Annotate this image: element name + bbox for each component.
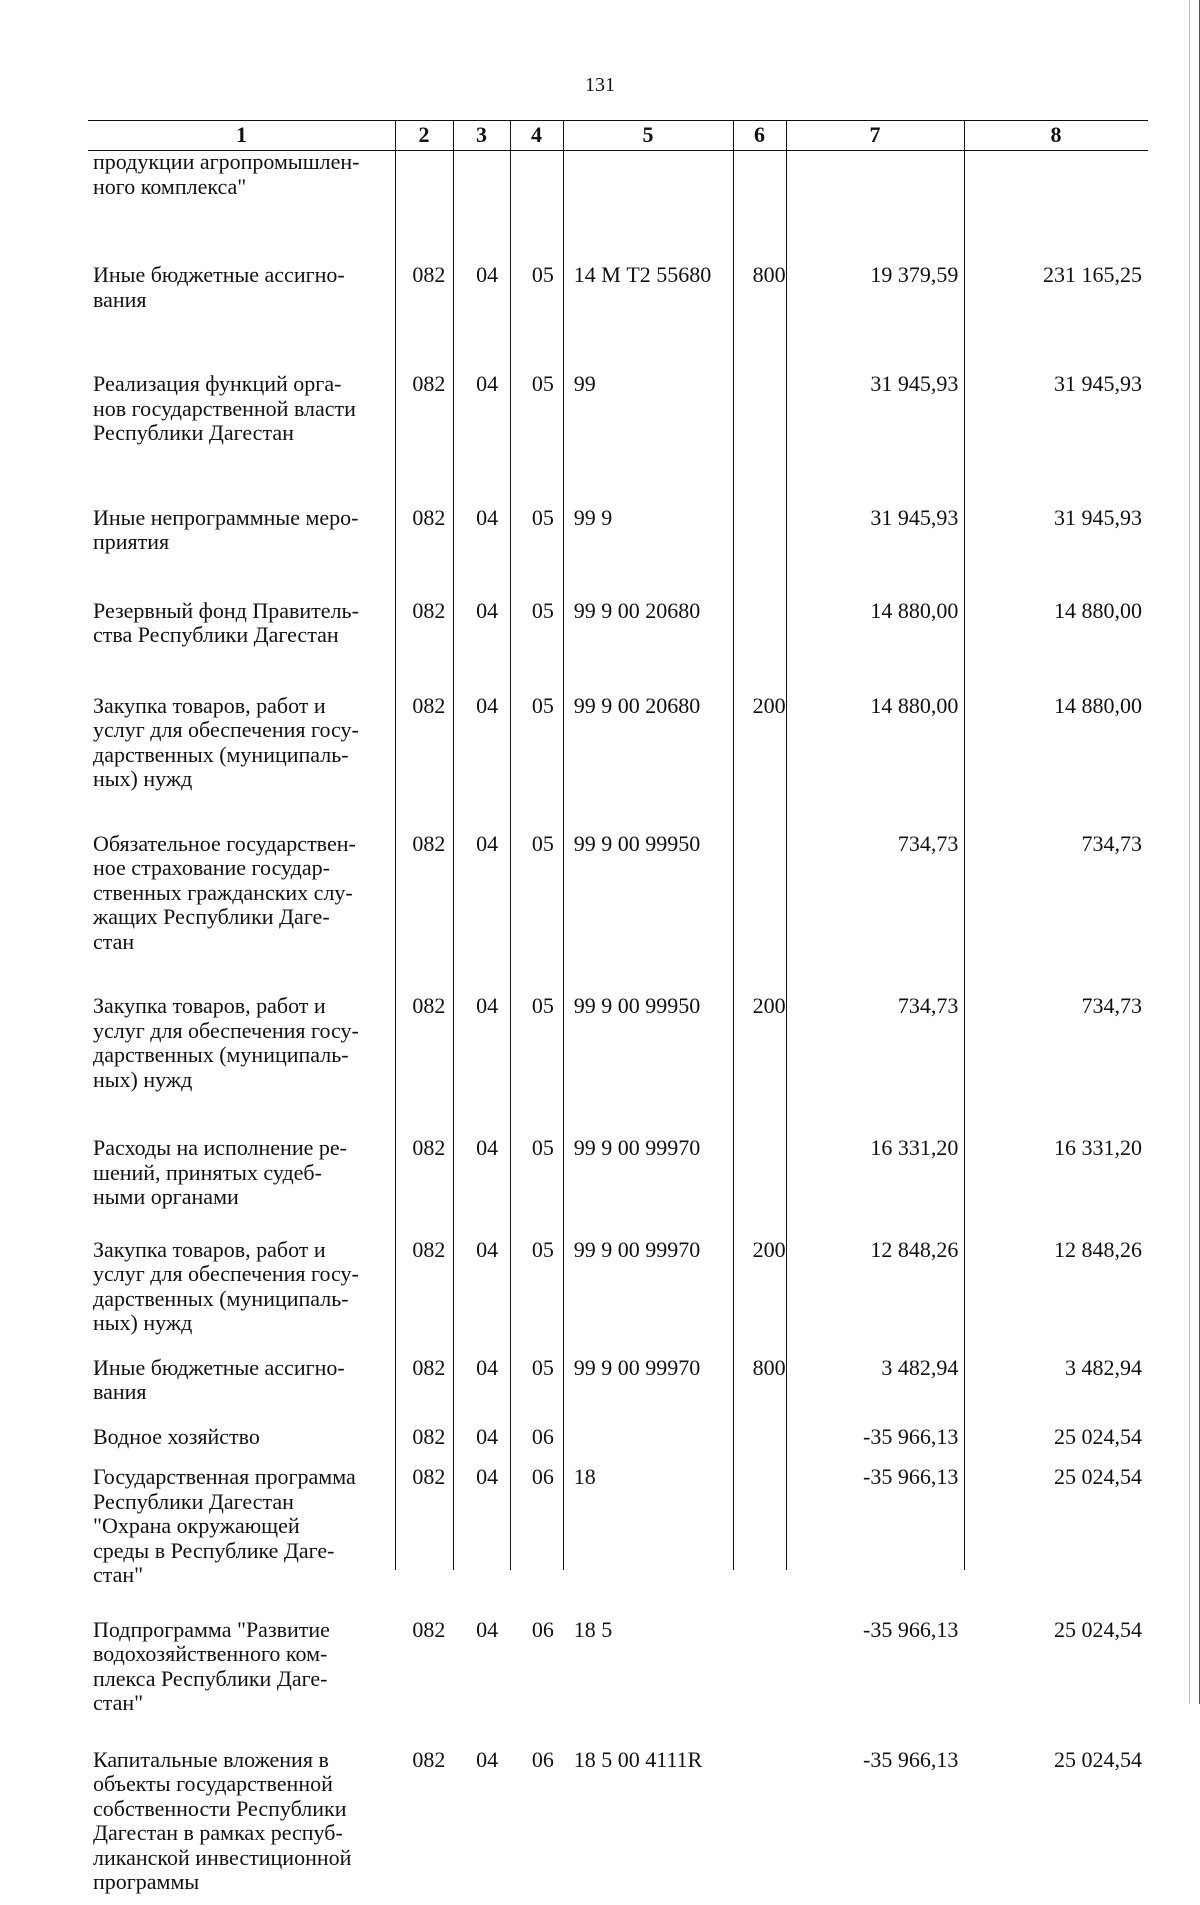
row-description: Реализация функций орга- нов государственной власти Республики Дагестан <box>93 371 356 445</box>
cell-section: 04 <box>476 993 499 1018</box>
cell-subsection: 05 <box>531 371 554 396</box>
cell-subsection: 05 <box>531 1236 554 1262</box>
row-description: Иные бюджетные ассигно- вания <box>93 262 345 312</box>
cell-expense-type <box>742 579 796 672</box>
cell-subsection: 06 <box>531 1464 554 1489</box>
cell-ministry-code <box>399 150 458 235</box>
cell-section: 04 <box>476 1354 499 1380</box>
table-row <box>88 579 1148 672</box>
cell-ministry-code: 082 <box>412 830 446 856</box>
cell-target-article: 99 9 00 99970 <box>573 1236 701 1262</box>
column-header: 1 <box>236 122 247 147</box>
cell-section: 04 <box>476 504 499 530</box>
cell-expense-type <box>742 816 796 979</box>
cell-expense-type: 200 <box>752 1236 786 1262</box>
row-description: Капитальные вложения в объекты государственной собственности Республики Дагестан в рамках респуб- ликанской инвестиционной программы <box>93 1746 352 1894</box>
cell-ministry-code: 082 <box>412 993 446 1018</box>
cell-subsection: 06 <box>531 1616 554 1642</box>
cell-amount-total <box>962 150 1148 235</box>
column-header: 4 <box>531 122 542 147</box>
table-row <box>88 235 1148 348</box>
cell-amount-total: 31 945,93 <box>1054 371 1142 396</box>
budget-table <box>88 120 1148 1894</box>
table-row <box>88 1116 1148 1220</box>
cell-target-article: 18 5 00 4111R <box>573 1746 703 1772</box>
cell-subsection: 05 <box>531 597 554 623</box>
column-header: 3 <box>476 122 487 147</box>
cell-target-article: 99 9 00 20680 <box>573 597 701 623</box>
column-header: 7 <box>869 122 881 147</box>
cell-subsection: 05 <box>531 830 554 856</box>
row-description: Подпрограмма "Развитие водохозяйственного ком- плекса Республики Даге- стан" <box>93 1616 330 1715</box>
page-number: 131 <box>585 74 615 96</box>
row-description: Водное хозяйство <box>93 1423 260 1449</box>
cell-section: 04 <box>476 371 499 396</box>
cell-expense-type: 200 <box>752 993 786 1018</box>
row-description: Закупка товаров, работ и услуг для обеспечения госу- дарственных (муниципаль- ных) нужд <box>93 692 359 791</box>
cell-target-article <box>570 1413 742 1458</box>
cell-expense-type <box>742 1602 796 1730</box>
column-header: 2 <box>418 122 430 147</box>
cell-expense-type <box>742 482 796 579</box>
cell-expense-type: 200 <box>752 692 786 718</box>
cell-amount-change: -35 966,13 <box>863 1423 959 1449</box>
cell-amount-change: 734,73 <box>897 830 959 856</box>
cell-amount-change: 16 331,20 <box>870 1135 959 1160</box>
cell-subsection: 05 <box>531 1354 554 1380</box>
cell-section: 04 <box>476 262 499 287</box>
cell-ministry-code: 082 <box>412 1616 446 1642</box>
row-description: Государственная программа Республики Дагестан "Охрана окружающей среды в Республике Даге- стан" <box>93 1464 356 1587</box>
cell-section: 04 <box>476 1464 499 1489</box>
table-row <box>88 672 1148 816</box>
cell-subsection <box>516 150 570 235</box>
cell-expense-type <box>742 1413 796 1458</box>
cell-section: 04 <box>476 1616 499 1642</box>
cell-target-article: 14 М Т2 55680 <box>573 262 712 287</box>
cell-amount-change: -35 966,13 <box>863 1746 959 1772</box>
cell-amount-total: 231 165,25 <box>1043 262 1142 287</box>
column-header: 8 <box>1050 122 1062 147</box>
table-row <box>88 1457 1148 1602</box>
cell-ministry-code: 082 <box>412 597 446 623</box>
cell-expense-type: 800 <box>752 1354 786 1380</box>
cell-expense-type <box>742 1116 796 1220</box>
cell-amount-total: 31 945,93 <box>1054 504 1142 530</box>
cell-amount-total: 734,73 <box>1081 993 1142 1018</box>
cell-ministry-code: 082 <box>412 1135 446 1160</box>
cell-target-article: 99 9 00 20680 <box>573 692 701 718</box>
cell-amount-total: 25 024,54 <box>1054 1464 1142 1489</box>
cell-section: 04 <box>476 830 499 856</box>
cell-amount-change: 14 880,00 <box>870 597 959 623</box>
row-description: Иные непрограммные меро- приятия <box>93 504 359 554</box>
cell-target-article: 18 <box>573 1464 596 1489</box>
cell-target-article: 18 5 <box>573 1616 613 1642</box>
cell-section: 04 <box>476 692 499 718</box>
cell-amount-change: -35 966,13 <box>863 1464 959 1489</box>
cell-amount-change: 19 379,59 <box>870 262 959 287</box>
row-description: Обязательное государствен- ное страхование государ- ственных гражданских слу- жащих Республики Даге- стан <box>93 830 356 954</box>
cell-subsection: 05 <box>531 993 554 1018</box>
cell-amount-change: 14 880,00 <box>870 692 959 718</box>
cell-expense-type <box>742 150 796 235</box>
cell-ministry-code: 082 <box>412 1423 446 1449</box>
table-row <box>88 816 1148 979</box>
cell-section: 04 <box>476 1746 499 1772</box>
table-row <box>88 1413 1148 1458</box>
cell-amount-total: 14 880,00 <box>1054 692 1142 718</box>
table-row <box>88 1346 1148 1413</box>
table-row <box>88 348 1148 482</box>
table-body <box>88 150 1148 1905</box>
cell-subsection: 06 <box>531 1746 554 1772</box>
cell-amount-total: 25 024,54 <box>1054 1423 1142 1449</box>
cell-expense-type: 800 <box>752 262 786 287</box>
cell-ministry-code: 082 <box>412 1236 446 1262</box>
cell-target-article: 99 9 00 99970 <box>573 1135 701 1160</box>
cell-amount-total: 14 880,00 <box>1054 597 1142 623</box>
row-description: Резервный фонд Правитель- ства Республики Дагестан <box>93 597 359 647</box>
cell-section: 04 <box>476 1423 499 1449</box>
cell-subsection: 05 <box>531 1135 554 1160</box>
table-row <box>88 1730 1148 1905</box>
cell-amount-total: 25 024,54 <box>1054 1746 1142 1772</box>
cell-amount-total: 16 331,20 <box>1054 1135 1142 1160</box>
cell-amount-change: 734,73 <box>897 993 959 1018</box>
cell-ministry-code: 082 <box>412 504 446 530</box>
cell-amount-change: 31 945,93 <box>870 371 959 396</box>
page-edge-line <box>1189 0 1190 1704</box>
row-description: Расходы на исполнение ре- шений, принятых судеб- ными органами <box>93 1135 347 1209</box>
cell-amount-change: -35 966,13 <box>863 1616 959 1642</box>
cell-section: 04 <box>476 1236 499 1262</box>
cell-expense-type <box>742 1730 796 1905</box>
cell-amount-change <box>796 150 962 235</box>
cell-ministry-code: 082 <box>412 692 446 718</box>
cell-target-article <box>570 150 742 235</box>
cell-ministry-code: 082 <box>412 371 446 396</box>
row-description: Иные бюджетные ассигно- вания <box>93 1354 345 1404</box>
cell-section: 04 <box>476 1135 499 1160</box>
cell-subsection: 05 <box>531 692 554 718</box>
cell-subsection: 06 <box>531 1423 554 1449</box>
row-description: продукции агропромышлен- ного комплекса" <box>93 149 360 199</box>
cell-section <box>458 150 516 235</box>
cell-amount-total: 25 024,54 <box>1054 1616 1142 1642</box>
table-row <box>88 150 1148 235</box>
table-row <box>88 1220 1148 1346</box>
cell-amount-change: 31 945,93 <box>870 504 959 530</box>
cell-target-article: 99 <box>573 371 596 396</box>
cell-target-article: 99 9 00 99970 <box>573 1354 701 1380</box>
table-row <box>88 978 1148 1116</box>
cell-ministry-code: 082 <box>412 262 446 287</box>
row-description: Закупка товаров, работ и услуг для обеспечения госу- дарственных (муниципаль- ных) нужд <box>93 993 359 1092</box>
cell-amount-change: 12 848,26 <box>870 1236 959 1262</box>
table-row <box>88 1602 1148 1730</box>
row-description: Закупка товаров, работ и услуг для обеспечения госу- дарственных (муниципаль- ных) нужд <box>93 1236 359 1335</box>
cell-amount-total: 734,73 <box>1081 830 1142 856</box>
cell-target-article: 99 9 <box>573 504 613 530</box>
table-row <box>88 482 1148 579</box>
cell-ministry-code: 082 <box>412 1354 446 1380</box>
cell-target-article: 99 9 00 99950 <box>573 830 701 856</box>
column-header: 6 <box>754 122 765 147</box>
cell-amount-change: 3 482,94 <box>881 1354 959 1380</box>
cell-target-article: 99 9 00 99950 <box>573 993 701 1018</box>
cell-amount-total: 12 848,26 <box>1054 1236 1142 1262</box>
cell-amount-total: 3 482,94 <box>1065 1354 1142 1380</box>
cell-section: 04 <box>476 597 499 623</box>
cell-ministry-code: 082 <box>412 1464 446 1489</box>
column-header: 5 <box>642 122 654 147</box>
cell-expense-type <box>742 1457 796 1602</box>
cell-subsection: 05 <box>531 504 554 530</box>
cell-subsection: 05 <box>531 262 554 287</box>
cell-expense-type <box>742 348 796 482</box>
cell-ministry-code: 082 <box>412 1746 446 1772</box>
